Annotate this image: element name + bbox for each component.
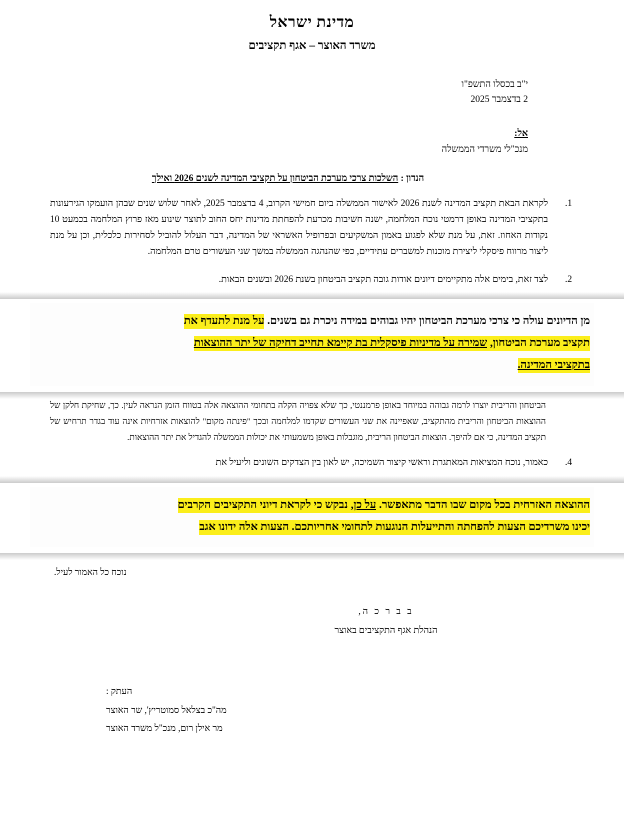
highlight-1-line-3 — [34, 354, 590, 376]
addressee-block — [0, 127, 624, 157]
hl1-l2-s2: שמירה על מדיניות פיסקלית בת קיימא תחייב דחיקה של יתר ההוצאות — [193, 337, 488, 350]
highlight-2-line-2 — [34, 516, 590, 538]
paragraph-4-text: כאמור, נוכח המציאות המאתגרת וראשי קיצור השמיכה, יש לאון בין הצדקים השונים וליעיל את — [215, 458, 548, 469]
document-header — [0, 0, 624, 52]
state-title: מדינת ישראל — [269, 14, 355, 31]
recipient-name: מנכ"לי משרדי הממשלה — [441, 144, 528, 155]
signature-block — [50, 603, 572, 641]
date-block — [0, 78, 624, 107]
highlight-2-line-1 — [34, 494, 590, 516]
signature-name: הנהלת אגף התקציבים באוצר — [334, 626, 438, 637]
highlight-1-content — [30, 303, 594, 386]
signature-greeting: ב ב ר כ ה, — [358, 607, 414, 618]
paragraph-2-number: 2. — [564, 274, 572, 285]
highlighted-block-2 — [0, 483, 624, 554]
paragraph-1 — [50, 196, 572, 261]
cc-item-2: מר אילן רום, מנכ"ל משרד האוצר — [106, 724, 223, 735]
paragraph-4-number: 4. — [564, 458, 572, 469]
highlight-1-line-2 — [34, 332, 590, 354]
closing-line: נוכח כל האמור לעיל. — [54, 567, 127, 578]
document-body — [0, 196, 624, 739]
subject-text: השלכות צרכי מערכת הביטחון על תקציבי המדינה לשנים 2026 ואילך — [151, 173, 399, 184]
ministry-title: משרד האוצר – אגף תקציבים — [248, 40, 376, 52]
to-label: אל: — [514, 129, 528, 140]
paragraph-2 — [50, 272, 572, 288]
highlighted-block-1 — [0, 299, 624, 392]
paragraph-1-number: 1. — [564, 198, 572, 209]
hl1-l2-s1: תקציב מערכת הביטחון, — [487, 337, 590, 350]
paragraph-2-text: לצד זאת, בימים אלה מתקיימים דיונים אודות גובה תקציב הביטחון בשנת 2026 ובשנים הבאות. — [218, 274, 548, 285]
highlight-1-line-1 — [34, 310, 590, 332]
paragraph-4 — [50, 455, 572, 471]
highlight-2-content — [30, 487, 594, 548]
hebrew-date: י"ב בכסלו התשפ"ו — [461, 80, 528, 90]
paragraph-1-text: לקראת הבאת תקציב המדינה לשנת 2026 לאישור הממשלה ביום חמישי הקרוב, 4 בדצמבר 2025, לאחר שלוש שנים שבהן הועמקו הגירעונות בתקציבי המדינה באופן דרמטי נוכח המלחמה, ישנה חשיבות מכרעת להפחתת מדינות יחס החוב לתוצר שינוע מאז פרוץ המלחמה בכמעט 10 נקודות האחוז. זאת, על מנת שלא לפגוע באמון המשקיעים ובפרופיל האשראי של המדינה, דבר העלול להוביל לסחירות כלכלית, וכן על מנת ליצור מרווח פיסקלי ליצירת מוכנות למשברים עתידיים, כפי שהנהגה הממשלה במשך שני העשורים טרם המלחמה. — [50, 198, 549, 258]
cc-label: העתק : — [106, 686, 133, 697]
subject-label: הנדון : — [400, 173, 425, 184]
hl2-l1-s2: על כן — [353, 498, 377, 511]
paragraph-3-text: הביטחון והריבית יוצרו לרמה גבוהה במיוחד באופן פרמננטי, כך שלא צפויה הקלה בתחומי ההוצאה אלה בטווח הזמן הנראה לעין. כך, שחיקת חלקן של ההוצאות הביטחון והריבית מהתקציב, שאפיינה את שני העשורים שקדמו למלחמה ובכך "פינתה מקום" להוצאות אזרחיות אינה עוד בגדר תרחיש של תקציב המדינה, כי אם להיפך. הוצאות הביטחון הריבית, מוגבלות באופן משמעותי את יכולות הממשלה להגדיל את יתר ההוצאות. — [50, 399, 546, 442]
cc-item-1: מה"כ בצלאל סמוטריץ', שר האוצר — [106, 705, 227, 716]
cc-block — [50, 683, 572, 739]
gregorian-date: 2 בדצמבר 2025 — [470, 94, 528, 105]
subject-row — [0, 174, 624, 184]
hl1-l1-s1: מן הדיונים עולה כי צרכי מערכת הביטחון יהיו גבוהים במידה ניכרת גם בשנים. — [264, 314, 590, 327]
hl2-l1-s1: ההוצאה האזרחית בכל מקום שבו הדבר מתאפשר. — [376, 498, 590, 511]
hl2-l1-s3: , נבקש כי לקראת דיוני התקציבים הקרבים — [177, 498, 354, 511]
hl1-l1-s2: על מנת לתעדף את — [183, 314, 265, 327]
hl1-l3-s1: בתקציבי המדינה. — [517, 359, 590, 372]
hl2-l2-s1: יכינו משרדיכם הצעות להפחתה והתייעלות הנוגעות לתחומי אחריותכם. הצעות אלה ידונו אגב — [199, 520, 590, 533]
